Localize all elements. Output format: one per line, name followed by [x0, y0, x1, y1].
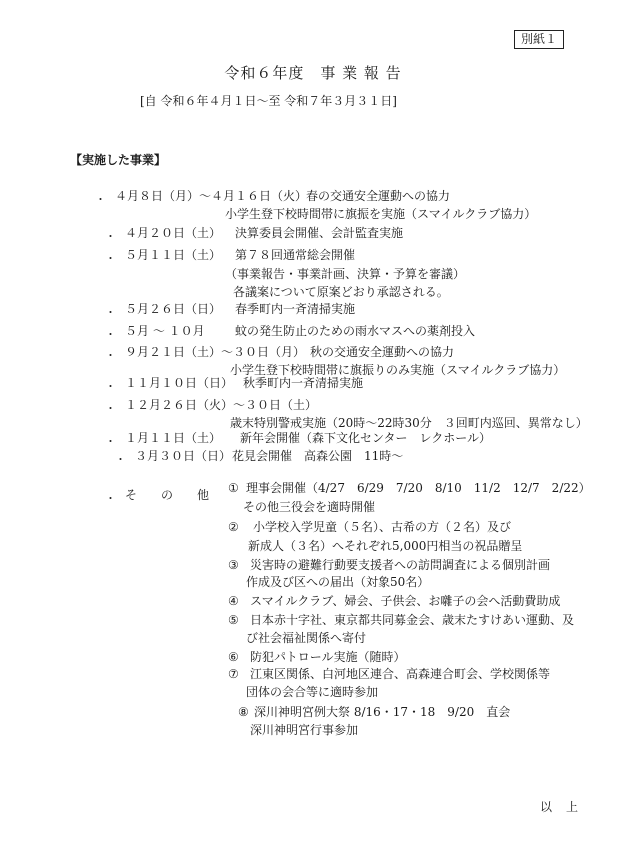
- event-desc: 春の交通安全運動への協力: [306, 189, 451, 203]
- event-date: ９月２１日（土）～３０日（月）: [125, 345, 306, 359]
- other-line: 災害時の避難行動要支援者への訪問調査による個別計画: [250, 558, 551, 572]
- other-line: 作成及び区への届出（対象50名）: [246, 575, 430, 589]
- other-num: ⑦: [228, 667, 239, 681]
- other-num: ①: [228, 481, 239, 495]
- other-line: 防犯パトロール実施（随時）: [250, 650, 406, 664]
- event-sub: 各議案について原案どおり承認される。: [233, 285, 449, 299]
- event-date: ４月２０日（土）: [125, 226, 222, 240]
- event-sub: 小学生登下校時間帯に旗振を実施（スマイルクラブ協力）: [225, 207, 537, 221]
- bullet: ・: [95, 193, 106, 206]
- page-title: 令和６年度 事 業 報 告: [224, 64, 402, 82]
- event-date: １２月２６日（火）～３０日（土）: [125, 398, 318, 412]
- event-date: ５月１１日（土）: [125, 248, 222, 262]
- closing-mark: 以上: [540, 800, 593, 814]
- event-date: ３月３０日（日）: [135, 449, 232, 463]
- event-sub: 小学生登下校時間帯に旗振りのみ実施（スマイルクラブ協力）: [230, 363, 566, 377]
- event-desc: 第７８回通常総会開催: [235, 248, 356, 262]
- other-line: 日本赤十字社、東京都共同募金会、歳末たすけあい運動、及: [250, 613, 575, 627]
- event-desc: 決算委員会開催、会計監査実施: [235, 226, 404, 240]
- other-line: 理事会開催（4/27 6/29 7/20 8/10 11/2 12/7 2/22）: [246, 481, 591, 495]
- other-num: ④: [228, 594, 239, 608]
- attachment-badge: 別紙１: [514, 30, 564, 49]
- event-sub: （事業報告・事業計画、決算・予算を審議）: [225, 267, 466, 281]
- other-line: び社会福祉関係へ寄付: [246, 631, 367, 645]
- event-desc: 春季町内一斉清掃実施: [235, 302, 356, 316]
- event-desc: 花見会開催 高森公園 11時～: [232, 449, 404, 463]
- other-line: 小学校入学児童（５名）、古希の方（２名）及び: [253, 520, 512, 534]
- bullet: ・: [105, 380, 116, 393]
- event-date: １月１１日（土）: [125, 431, 222, 445]
- bullet: ・: [115, 453, 126, 466]
- other-line: 新成人（３名）へそれぞれ5,000円相当の祝品贈呈: [248, 539, 523, 553]
- bullet: ・: [105, 252, 116, 265]
- event-date: ４月８日（月）～４月１６日（火）: [115, 189, 308, 203]
- event-date: １１月１０日（日）: [125, 376, 234, 390]
- other-num: ⑥: [228, 650, 239, 664]
- event-desc: 秋季町内一斉清掃実施: [243, 376, 364, 390]
- bullet: ・: [105, 306, 116, 319]
- other-num: ⑧: [238, 705, 249, 719]
- bullet: ・: [105, 349, 116, 362]
- bullet: ・: [105, 402, 116, 415]
- other-line: 深川神明宮行事参加: [250, 723, 359, 737]
- section-heading: 【実施した事業】: [70, 153, 167, 167]
- other-line: スマイルクラブ、婦会、子供会、お囃子の会へ活動費助成: [250, 594, 561, 608]
- other-line: その他三役会を適時開催: [243, 500, 376, 514]
- other-line: 江東区関係、白河地区連合、高森連合町会、学校関係等: [250, 667, 551, 681]
- other-num: ③: [228, 558, 239, 572]
- other-line: 深川神明宮例大祭 8/16・17・18 9/20 直会: [254, 705, 511, 719]
- event-desc: 蚊の発生防止のための雨水マスへの薬剤投入: [235, 324, 476, 338]
- other-num: ⑤: [228, 613, 239, 627]
- bullet: ・: [105, 328, 116, 341]
- event-desc: 秋の交通安全運動への協力: [310, 345, 455, 359]
- other-label: そ の 他: [125, 488, 210, 502]
- report-period: [自 令和６年４月１日～至 令和７年３月３１日]: [140, 94, 397, 108]
- other-num: ②: [228, 520, 239, 534]
- bullet: ・: [105, 492, 116, 505]
- event-date: ５月２６日（日）: [125, 302, 222, 316]
- other-line: 団体の会合等に適時参加: [246, 685, 379, 699]
- bullet: ・: [105, 435, 116, 448]
- event-desc: 新年会開催（森下文化センター レクホール）: [240, 431, 492, 445]
- event-sub: 歳末特別警戒実施（20時～22時30分 ３回町内巡回、異常なし）: [230, 416, 588, 430]
- event-date: ５月 ～ １０月: [125, 324, 205, 338]
- bullet: ・: [105, 230, 116, 243]
